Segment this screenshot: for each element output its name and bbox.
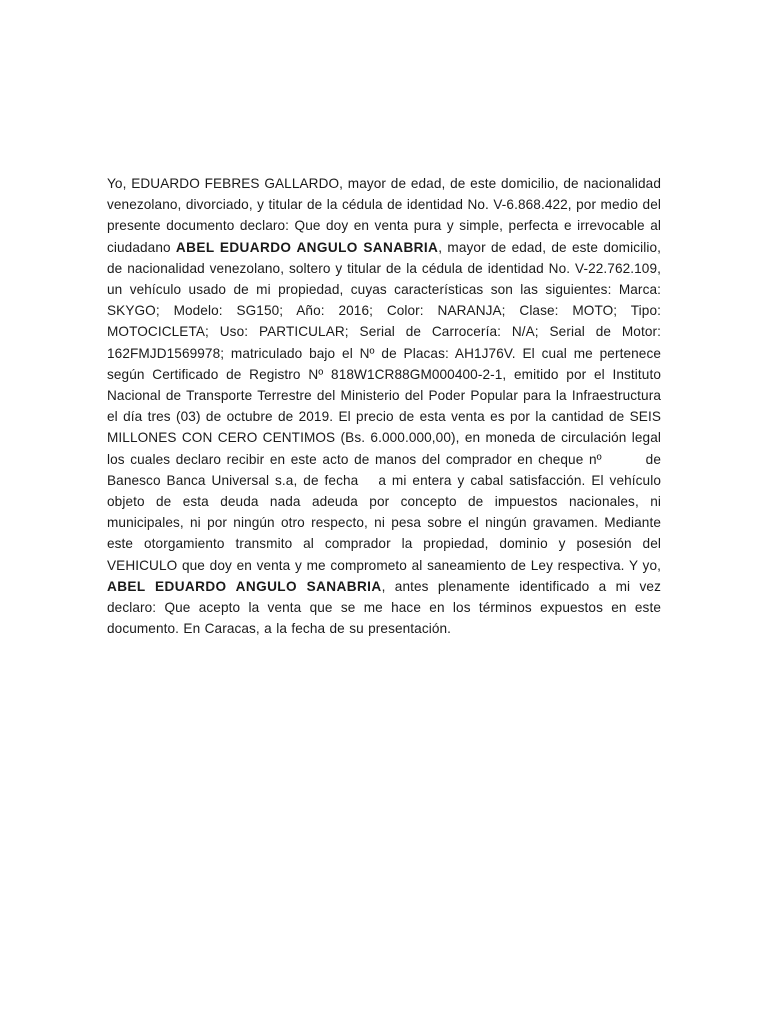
bank-text: de Banesco Banca Universal s.a, de fecha <box>107 451 661 488</box>
buyer-name-acceptance: ABEL EDUARDO ANGULO SANABRIA <box>107 578 382 594</box>
vehicle-details-text: , mayor de edad, de este domicilio, de nacionalidad venezolano, soltero y titular de la cédula de identidad No. V-22.762.109, un vehículo usado de mi propiedad, cuyas características son las siguientes: Marca: SKYGO; Modelo: SG150; Año: 2016; Color: NARANJA; Clase: MOTO; Tipo: MOTOCICLETA; Uso: PARTICULAR; Serial de Carrocería: N/A; Serial de Motor: 162FMJD1569978; matriculado bajo el Nº de Placas: AH1J76V. El cual me pertenece según Certificado de Registro Nº 818W1CR88GM000400-2-1, emitido por el Instituto Nacional de Transporte Terrestre del Ministerio del Poder Popular para la Infraestructura el día tres (03) de octubre de 2019. El precio de esta venta es por la cantidad de SEIS MILLONES CON CERO CENTIMOS (Bs. 6.000.000,00), en moneda de circulación legal los cuales declaro recibir en este acto de manos del comprador en cheque nº <box>107 239 661 467</box>
buyer-name: ABEL EDUARDO ANGULO SANABRIA <box>175 239 439 255</box>
acceptance-text: , antes plenamente identificado a mi vez declaro: Que acepto la venta que se me hace en los términos expuestos en este documento. En Caracas, a la fecha de su presentación. <box>107 578 661 637</box>
satisfaction-text: a mi entera y cabal satisfacción. El vehículo objeto de esta deuda nada adeuda por concepto de impuestos nacionales, ni municipales, ni por ningún otro respecto, ni pesa sobre el ningún gravamen. Mediante este otorgamiento transmito al comprador la propiedad, dominio y posesión del VEHICULO que doy en venta y me comprometo al saneamiento de Ley respectiva. Y yo, <box>107 472 661 573</box>
contract-intro-text: Yo, EDUARDO FEBRES GALLARDO, mayor de edad, de este domicilio, de nacionalidad venezolano, divorciado, y titular de la cédula de identidad No. V-6.868.422, por medio del presente documento declaro: Que doy en venta pura y simple, perfecta e irrevocable al ciudadano <box>107 176 661 255</box>
sale-contract-text <box>107 173 661 639</box>
